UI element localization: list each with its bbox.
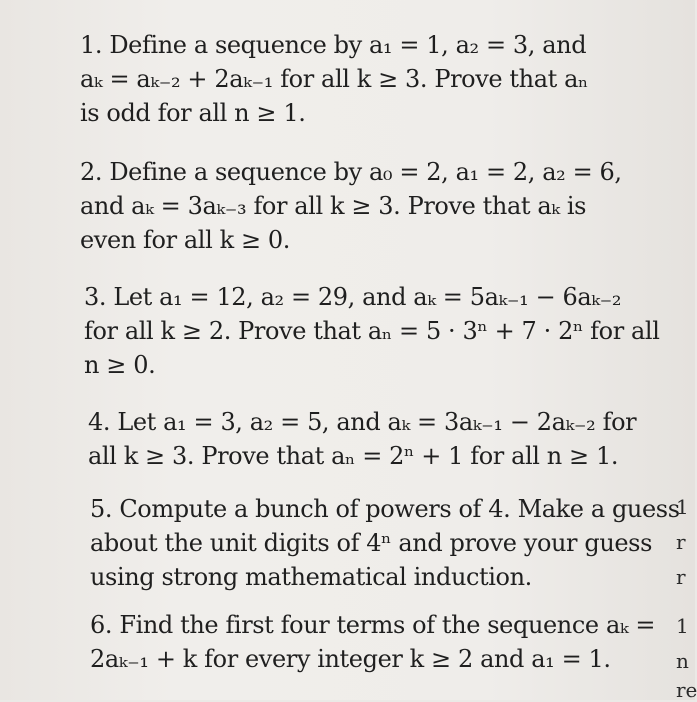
problem-3-line-1: 3. Let a₁ = 12, a₂ = 29, and aₖ = 5aₖ₋₁ − 6aₖ₋₂ — [84, 283, 622, 311]
problem-5-line-1: 5. Compute a bunch of powers of 4. Make a guess — [90, 495, 680, 523]
problem-6 — [90, 608, 685, 676]
problem-1-line-1: 1. Define a sequence by a₁ = 1, a₂ = 3, and — [80, 31, 587, 59]
problem-6-line-2: 2aₖ₋₁ + k for every integer k ≥ 2 and a₁ = 1. — [90, 645, 611, 673]
problem-3 — [84, 280, 679, 382]
problem-6-line-1: 6. Find the first four terms of the sequence aₖ = — [90, 611, 656, 639]
problem-2-line-3: even for all k ≥ 0. — [80, 226, 290, 254]
edge-fragment-1: 1 — [676, 495, 689, 519]
problem-2-line-1: 2. Define a sequence by a₀ = 2, a₁ = 2, a₂ = 6, — [80, 158, 622, 186]
problem-4-line-2: all k ≥ 3. Prove that aₙ = 2ⁿ + 1 for all n ≥ 1. — [88, 442, 619, 470]
problem-5-line-2: about the unit digits of 4ⁿ and prove your guess — [90, 529, 653, 557]
problem-3-line-3: n ≥ 0. — [84, 351, 156, 379]
problem-5-line-3: using strong mathematical induction. — [90, 563, 532, 591]
problem-5 — [90, 492, 685, 594]
problem-1 — [80, 28, 675, 130]
problem-2 — [80, 155, 675, 257]
edge-fragment-3: r — [676, 565, 686, 589]
edge-fragment-6: re — [676, 678, 697, 702]
edge-fragment-5: n — [676, 649, 689, 673]
edge-fragment-4: 1 — [676, 614, 689, 638]
problem-1-line-2: aₖ = aₖ₋₂ + 2aₖ₋₁ for all k ≥ 3. Prove that aₙ — [80, 65, 588, 93]
edge-fragment-2: r — [676, 530, 686, 554]
problem-2-line-2: and aₖ = 3aₖ₋₃ for all k ≥ 3. Prove that aₖ is — [80, 192, 587, 220]
problem-4-line-1: 4. Let a₁ = 3, a₂ = 5, and aₖ = 3aₖ₋₁ − 2aₖ₋₂ for — [88, 408, 637, 436]
problem-1-line-3: is odd for all n ≥ 1. — [80, 99, 306, 127]
problem-4 — [88, 405, 683, 473]
problem-3-line-2: for all k ≥ 2. Prove that aₙ = 5 · 3ⁿ + 7 · 2ⁿ for all — [84, 317, 660, 345]
